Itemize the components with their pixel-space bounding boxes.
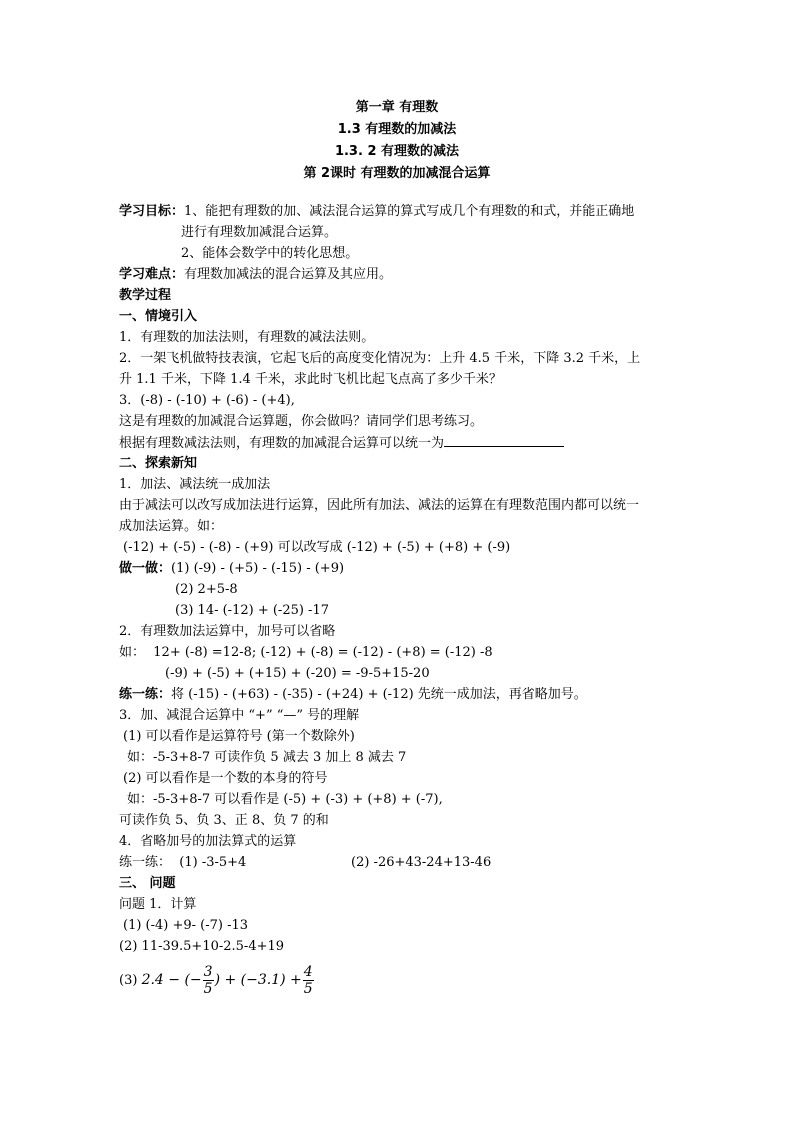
goals-label: 学习目标： [119,204,185,219]
practice-label: 练一练： [119,687,172,702]
s1-line: 升 1.1 千米，下降 1.4 千米，求此时飞机比起飞点高了多少千米？ [119,372,502,387]
try-line-1: 做一做：(1) (-9) - (+5) - (-15) - (+9) [119,561,345,576]
example-label: 如： [119,645,146,660]
s2-line: (1) 可以看作是运算符号 (第一个数除外) [123,729,355,744]
goals-line-2: 进行有理数加减混合运算。 [181,225,338,240]
answer-blank[interactable] [444,432,564,447]
chapter-title: 第一章 有理数 [355,100,439,115]
difficulty-label: 学习难点： [119,267,185,282]
s2-line: 3．加、减混合运算中 “+” “—” 号的理解 [119,708,360,723]
s2-line: 成加法运算。如： [119,519,224,534]
title-block [0,97,794,185]
s2-line: (-12) + (-5) - (-8) - (+9) 可以改写成 (-12) + (-5) + (+8) + (-9) [123,540,511,555]
practice2-line: 练一练： (1) -3-5+4 (2) -26+43-24+13-46 [119,855,492,870]
fraction-four-fifths: $\frac{4}{5}$ [303,964,313,997]
try-line-3: (3) 14- (-12) + (-25) -17 [175,603,329,618]
practice2-label: 练一练： [119,855,172,870]
fraction-three-fifths: $\frac{3}{5}$ [203,964,213,997]
lesson-title: 第 2课时 有理数的加减混合运算 [303,166,491,181]
s1-line: 1．有理数的加法法则，有理数的减法法则。 [119,330,375,345]
calc-1: (1) (-4) +9- (-7) -13 [123,918,249,933]
goals-line-3: 2、能体会数学中的转化思想。 [181,246,359,261]
s2-line: 4．省略加号的加法算式的运算 [119,834,297,849]
s1-line-blank: 根据有理数减法法则，有理数的加减混合运算可以统一为 [119,432,679,453]
s1-line: 3．(-8) - (-10) + (-6) - (+4), [119,393,295,408]
practice-line: 练一练：将 (-15) - (+63) - (-35) - (+24) + (-12) 先统一成加法，再省略加号。 [119,687,587,702]
s2-line: 如：-5-3+8-7 可读作负 5 减去 3 加上 8 减去 7 [127,750,407,765]
example-line-1: 如： 12+ (-8) =12-8; (-12) + (-8) = (-12) - (+8) = (-12) -8 [119,645,493,660]
subsection-title: 1.3. 2 有理数的减法 [334,144,460,159]
s2-line: 可读作负 5、负 3、正 8、负 7 的和 [119,813,329,828]
s2-line: 如：-5-3+8-7 可以看作是 (-5) + (-3) + (+8) + (-7), [127,792,443,807]
example-line-2: (-9) + (-5) + (+15) + (-20) = -9-5+15-20 [165,666,430,681]
s2-line: 1．加法、减法统一成加法 [119,477,271,492]
section3-heading: 三、 问题 [119,876,176,891]
s2-line: 由于减法可以改写成加法进行运算，因此所有加法、减法的运算在有理数范围内都可以统一 [119,498,640,513]
section2-heading: 二、探索新知 [119,456,198,471]
s2-line: (2) 可以看作是一个数的本身的符号 [123,771,328,786]
try-label: 做一做： [119,561,172,576]
section1-heading: 一、情境引入 [119,309,198,324]
try-line-2: (2) 2+5-8 [175,582,238,597]
s1-line: 这是有理数的加减混合运算题，你会做吗？请同学们思考练习。 [119,414,484,429]
s2-line: 2．有理数加法运算中，加号可以省略 [119,624,336,639]
s1-line: 2．一架飞机做特技表演，它起飞后的高度变化情况为：上升 4.5 千米，下降 3.2 千米，上 [119,351,641,366]
process-heading: 教学过程 [119,288,172,303]
document-body [119,201,679,1003]
calc-2: (2) 11-39.5+10-2.5-4+19 [119,939,285,954]
goals-line-1: 学习目标：1、能把有理数的加、减法混合运算的算式写成几个有理数的和式，并能正确地 [119,204,635,219]
section-title: 1.3 有理数的加减法 [337,122,457,137]
question-1: 问题 1．计算 [119,897,197,912]
difficulty-line: 学习难点：有理数加减法的混合运算及其应用。 [119,267,393,282]
calc-3: (3) 2.4 − (− $\frac{3}{5}$ ) + (−3.1) + $\frac{4}{5}$ [119,964,313,997]
